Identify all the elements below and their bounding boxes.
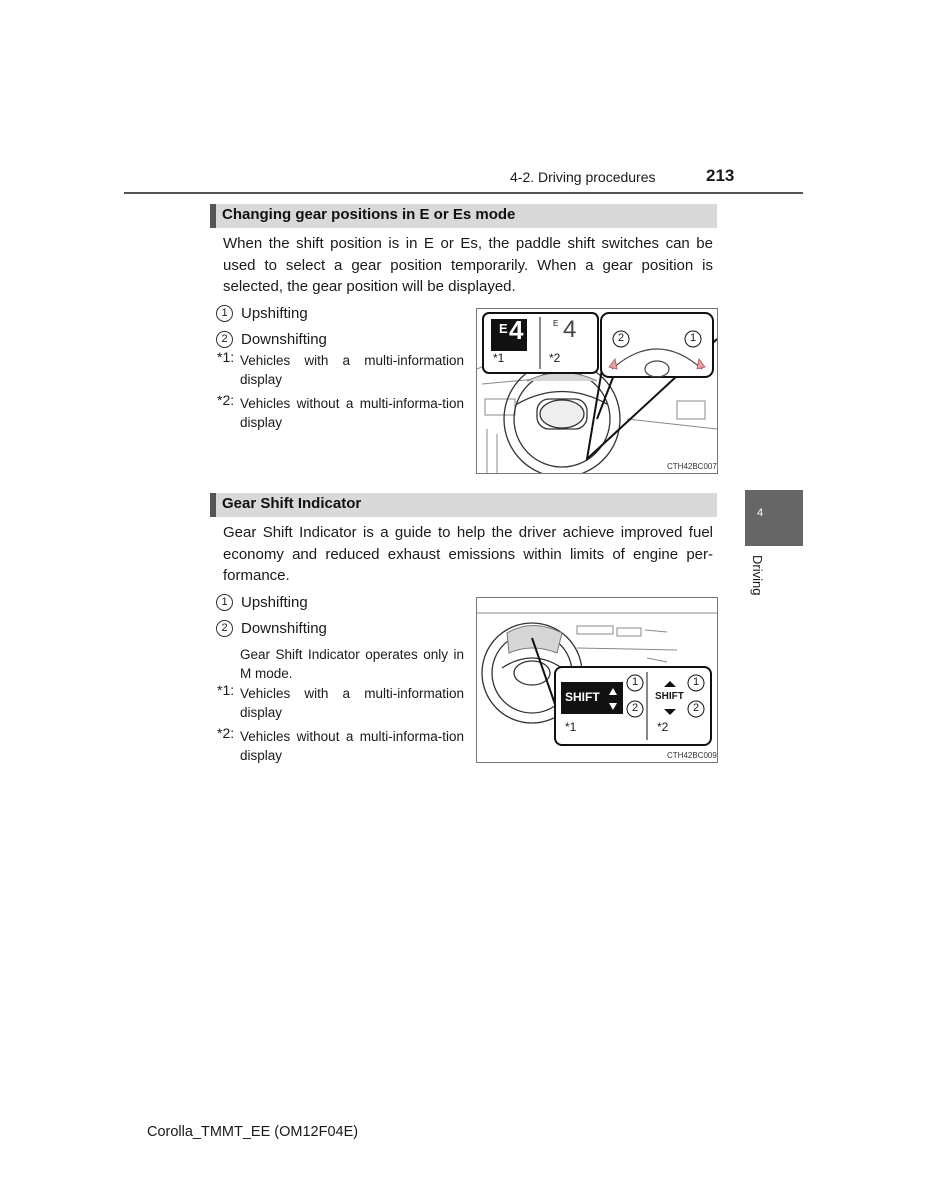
- chapter-tab: [745, 490, 803, 546]
- list-item-downshifting: [216, 620, 327, 637]
- shift-indicator-text: SHIFT: [655, 691, 684, 702]
- callout-number: 2: [693, 702, 700, 714]
- footnote-mark: *1:: [217, 682, 235, 698]
- display-mode-letter: E: [553, 319, 559, 328]
- callout-number: 2: [216, 620, 233, 637]
- operation-note: Gear Shift Indicator operates only in M mode.: [240, 647, 464, 681]
- display-gear-number: 4: [509, 315, 524, 345]
- display-gear-number: 4: [563, 316, 577, 343]
- list-item-upshifting: [216, 305, 308, 322]
- callout-number: 1: [216, 594, 233, 611]
- footnote-text: Vehicles with a multi-information display: [240, 353, 464, 387]
- footnote-mark: *1:: [217, 349, 235, 365]
- figure-label-1: *1: [565, 720, 577, 734]
- list-item-downshifting: [216, 331, 327, 348]
- running-header-section: 4-2. Driving procedures: [510, 169, 656, 185]
- section-title-gear-shift-indicator: Gear Shift Indicator: [222, 495, 362, 512]
- footnote-mark: *2:: [217, 392, 235, 408]
- shift-indicator-text: SHIFT: [565, 690, 600, 704]
- dashboard-illustration: [477, 598, 717, 762]
- section-title-gear-positions: Changing gear positions in E or Es mode: [222, 206, 516, 223]
- footnote-text: Vehicles with a multi-information display: [240, 686, 464, 720]
- header-divider: [124, 192, 803, 194]
- list-item-label: Downshifting: [241, 620, 327, 637]
- callout-number: 2: [618, 332, 625, 344]
- section-paragraph: When the shift position is in E or Es, the paddle shift switches can be used to select a gear position temporarily. When a gear position is selected, the gear position will be displayed.: [223, 235, 713, 295]
- list-item-upshifting: [216, 594, 308, 611]
- figure-label-2: *2: [549, 351, 561, 365]
- chapter-label: Driving: [750, 555, 765, 596]
- footnote-mark: *2:: [217, 725, 235, 741]
- footer-document-id: Corolla_TMMT_EE (OM12F04E): [147, 1124, 359, 1140]
- callout-number: 1: [693, 676, 700, 688]
- section-paragraph: Gear Shift Indicator is a guide to help the driver achieve improved fuel economy and reduced exhaust emissions within limits of engine per-formance.: [223, 524, 713, 584]
- callout-number: 1: [690, 332, 697, 344]
- figure-label-1: *1: [493, 351, 505, 365]
- figure-paddle-shift: [476, 308, 718, 474]
- callout-number: 1: [216, 305, 233, 322]
- list-item-label: Upshifting: [241, 305, 308, 322]
- chapter-number: 4: [757, 507, 764, 519]
- footnote-text: Vehicles without a multi-informa-tion display: [240, 396, 464, 430]
- display-mode-letter: E: [499, 321, 508, 336]
- figure-code: CTH42BC007: [667, 462, 717, 471]
- callout-number: 2: [632, 702, 639, 714]
- page-number: 213: [706, 166, 735, 185]
- figure-code: CTH42BC009: [667, 751, 717, 760]
- callout-number: 2: [216, 331, 233, 348]
- figure-gear-shift-indicator: [476, 597, 718, 763]
- list-item-label: Upshifting: [241, 594, 308, 611]
- callout-number: 1: [632, 676, 639, 688]
- list-item-label: Downshifting: [241, 331, 327, 348]
- figure-label-2: *2: [657, 720, 669, 734]
- footnote-text: Vehicles without a multi-informa-tion display: [240, 729, 464, 763]
